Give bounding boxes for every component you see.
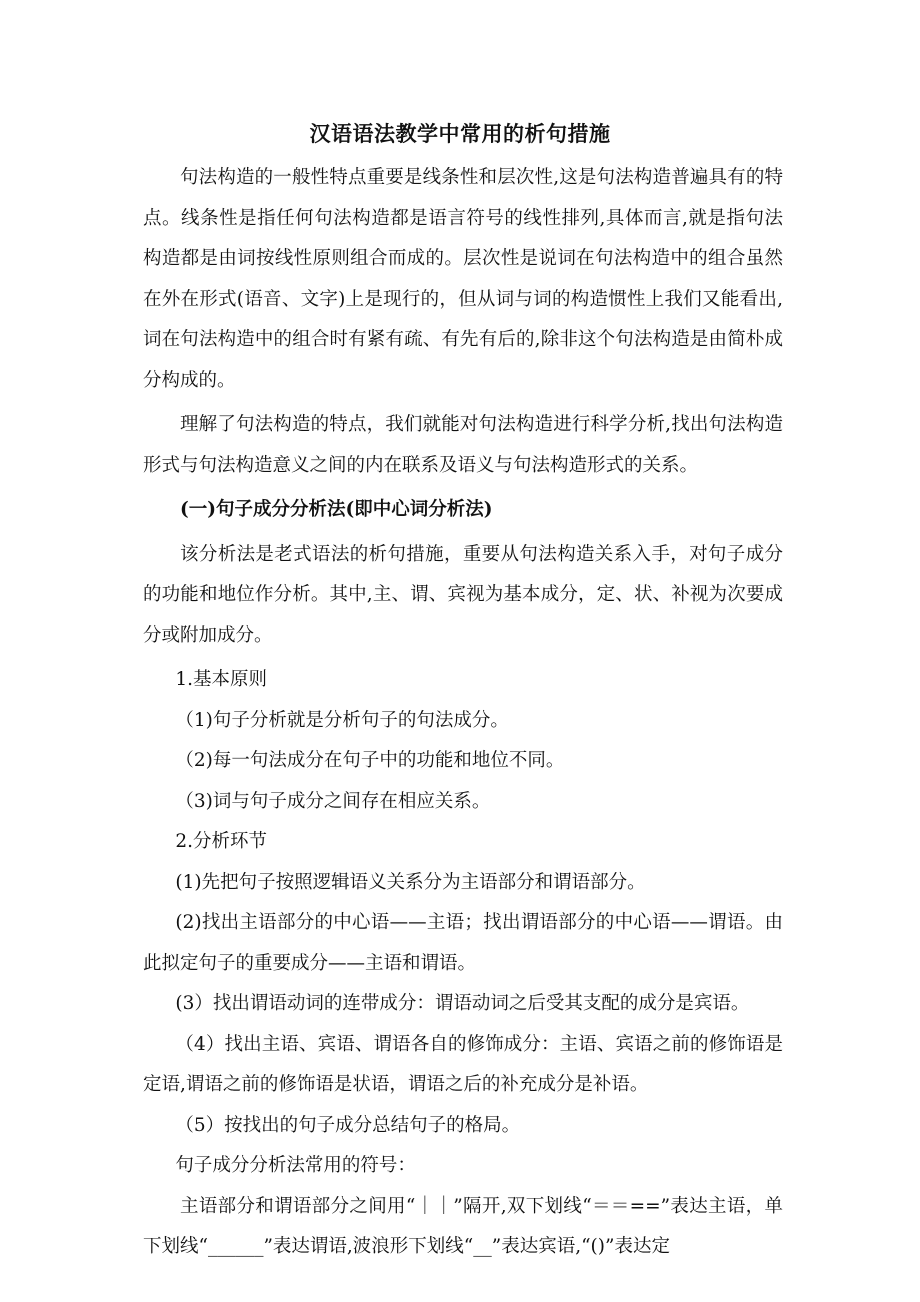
symbols-text: 主语部分和谓语部分之间用“｜｜”隔开,双下划线“＝＝==”表达主语，单下划线“______”表达谓语,波浪形下划线“__”表达宾语,“()”表达定 <box>143 1195 783 1257</box>
document-body <box>143 158 783 1268</box>
principle-item: （1)句子分析就是分析句子的句法成分。 <box>175 709 509 731</box>
step-item: （4）找出主语、宾语、谓语各自的修饰成分：主语、宾语之前的修饰语是定语,谓语之前的修饰语是状语，谓语之后的补充成分是补语。 <box>143 1033 783 1095</box>
symbols-label: 句子成分分析法常用的符号： <box>175 1155 416 1176</box>
step-item: (3）找出谓语动词的连带成分：谓语动词之后受其支配的成分是宾语。 <box>175 993 750 1014</box>
step-item: (1)先把句子按照逻辑语义关系分为主语部分和谓语部分。 <box>175 871 646 893</box>
section-heading: (一)句子成分分析法(即中心词分析法) <box>180 499 493 520</box>
section-intro: 该分析法是老式语法的析句措施，重要从句法构造关系入手，对句子成分的功能和地位作分析。其中,主、谓、宾视为基本成分，定、状、补视为次要成分或附加成分。 <box>143 543 783 646</box>
principle-item: （2)每一句法成分在句子中的功能和地位不同。 <box>175 750 565 771</box>
step-item: （5）按找出的句子成分总结句子的格局。 <box>175 1114 521 1136</box>
principle-item: （3)词与句子成分之间存在相应关系。 <box>175 790 491 812</box>
step-item: (2)找出主语部分的中心语——主语；找出谓语部分的中心语——谓语。由此拟定句子的重要成分——主语和谓语。 <box>143 912 783 974</box>
paragraph-understanding: 理解了句法构造的特点，我们就能对句法构造进行科学分析,找出句法构造形式与句法构造意义之间的内在联系及语义与句法构造形式的关系。 <box>143 414 783 476</box>
steps-label: 2.分析环节 <box>175 831 268 852</box>
principles-label: 1.基本原则 <box>175 669 268 690</box>
paragraph-intro: 句法构造的一般性特点重要是线条性和层次性,这是句法构造普遍具有的特点。线条性是指任何句法构造都是语言符号的线性排列,具体而言,就是指句法构造都是由词按线性原则组合而成的。层次性是说词在句法构造中的组合虽然在外在形式(语音、文字)上是现行的，但从词与词的构造惯性上我们又能看出,词在句法构造中的组合时有紧有疏、有先有后的,除非这个句法构造是由简朴成分构成的。 <box>143 167 783 391</box>
document-title: 汉语语法教学中常用的析句措施 <box>309 121 611 146</box>
